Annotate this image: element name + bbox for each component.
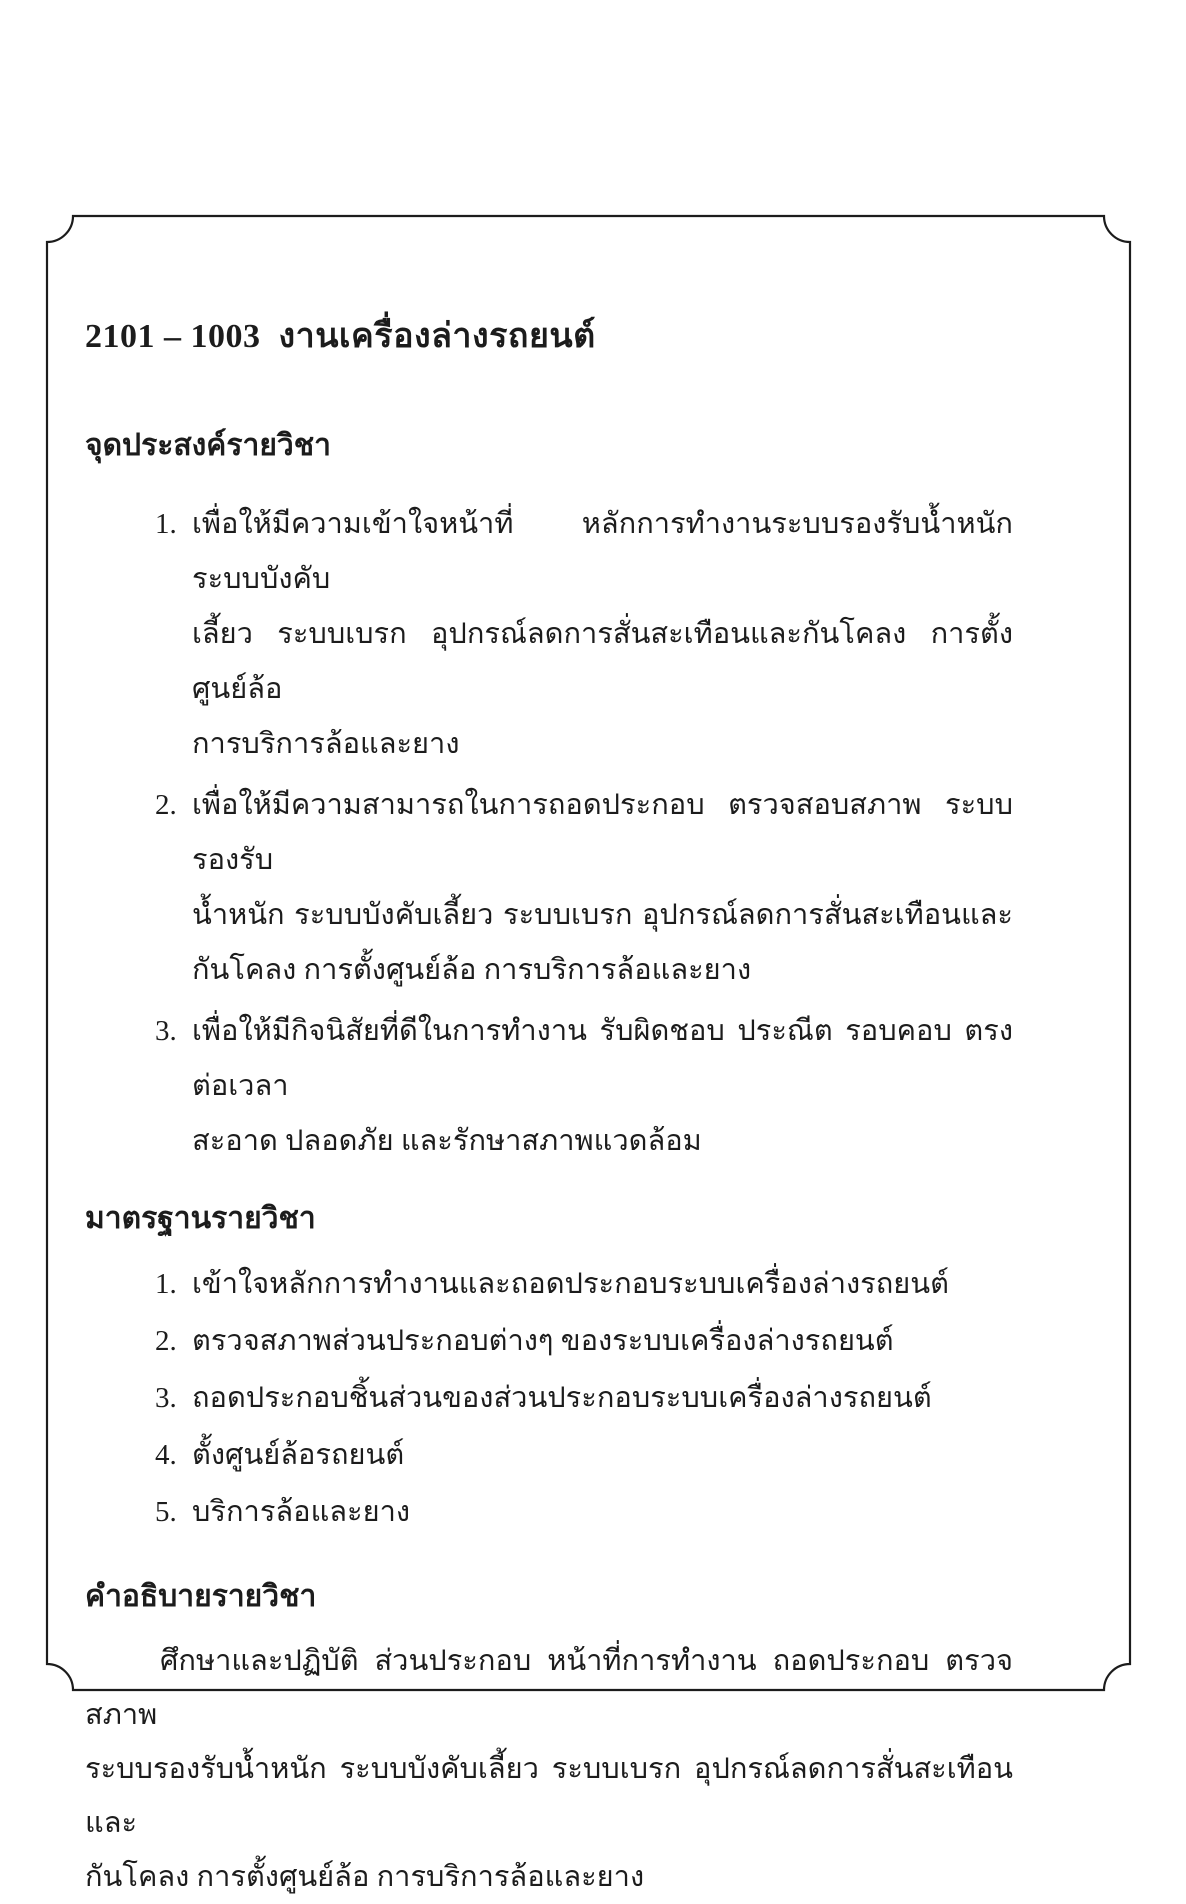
standards-heading: มาตรฐานรายวิชา — [85, 1202, 316, 1235]
item-text — [192, 778, 1013, 998]
standards-list — [85, 1256, 1013, 1541]
item-line: สะอาด ปลอดภัย และรักษาสภาพแวดล้อม — [192, 1125, 702, 1157]
paragraph-line: ศึกษาและปฏิบัติ ส่วนประกอบ หน้าที่การทำงาน ถอดประกอบ ตรวจสภาพ — [85, 1645, 1013, 1731]
description-heading: คำอธิบายรายวิชา — [85, 1580, 317, 1613]
item-number: 1. — [155, 1268, 177, 1300]
paragraph-line: กันโคลง การตั้งศูนย์ล้อ การบริการล้อและยาง — [85, 1861, 645, 1893]
objectives-list — [85, 497, 1013, 1169]
item-number: 3. — [155, 1015, 177, 1047]
course-title: 2101 – 1003 งานเครื่องล่างรถยนต์ — [85, 318, 596, 355]
list-item — [85, 1427, 1013, 1484]
list-item — [85, 1370, 1013, 1427]
item-line: บริการล้อและยาง — [192, 1496, 411, 1528]
item-line: กันโคลง การตั้งศูนย์ล้อ การบริการล้อและยาง — [192, 954, 752, 986]
list-item — [85, 497, 1013, 772]
list-item — [85, 1256, 1013, 1313]
item-text — [192, 1004, 1013, 1169]
item-text — [192, 1427, 1013, 1484]
item-line: ตรวจสภาพส่วนประกอบต่างๆ ของระบบเครื่องล่างรถยนต์ — [192, 1325, 894, 1357]
item-line: เพื่อให้มีกิจนิสัยที่ดีในการทำงาน รับผิดชอบ ประณีต รอบคอบ ตรงต่อเวลา — [192, 1015, 1013, 1102]
item-text — [192, 1484, 1013, 1541]
item-text — [192, 1370, 1013, 1427]
item-number: 2. — [155, 1325, 177, 1357]
item-text — [192, 497, 1013, 772]
item-number: 5. — [155, 1496, 177, 1528]
item-number: 2. — [155, 789, 177, 821]
item-line: เลี้ยว ระบบเบรก อุปกรณ์ลดการสั่นสะเทือนและกันโคลง การตั้งศูนย์ล้อ — [192, 618, 1013, 705]
item-line: ถอดประกอบชิ้นส่วนของส่วนประกอบระบบเครื่องล่างรถยนต์ — [192, 1382, 932, 1414]
item-line: เพื่อให้มีความสามารถในการถอดประกอบ ตรวจสอบสภาพ ระบบรองรับ — [192, 789, 1013, 876]
list-item — [85, 1004, 1013, 1169]
list-item — [85, 778, 1013, 998]
item-line: ตั้งศูนย์ล้อรถยนต์ — [192, 1439, 405, 1471]
item-number: 3. — [155, 1382, 177, 1414]
item-line: การบริการล้อและยาง — [192, 728, 460, 760]
objectives-heading: จุดประสงค์รายวิชา — [85, 429, 331, 462]
list-item — [85, 1313, 1013, 1370]
paragraph-line: ระบบรองรับน้ำหนัก ระบบบังคับเลี้ยว ระบบเบรก อุปกรณ์ลดการสั่นสะเทือนและ — [85, 1753, 1013, 1839]
item-line: น้ำหนัก ระบบบังคับเลี้ยว ระบบเบรก อุปกรณ์ลดการสั่นสะเทือนและ — [192, 899, 1013, 931]
item-line: เข้าใจหลักการทำงานและถอดประกอบระบบเครื่องล่างรถยนต์ — [192, 1268, 949, 1300]
page-content — [85, 308, 1013, 1904]
item-text — [192, 1256, 1013, 1313]
description-paragraph — [85, 1634, 1013, 1904]
item-number: 4. — [155, 1439, 177, 1471]
list-item — [85, 1484, 1013, 1541]
item-line: เพื่อให้มีความเข้าใจหน้าที่ หลักการทำงานระบบรองรับน้ำหนัก ระบบบังคับ — [192, 508, 1013, 595]
item-text — [192, 1313, 1013, 1370]
item-number: 1. — [155, 508, 177, 540]
